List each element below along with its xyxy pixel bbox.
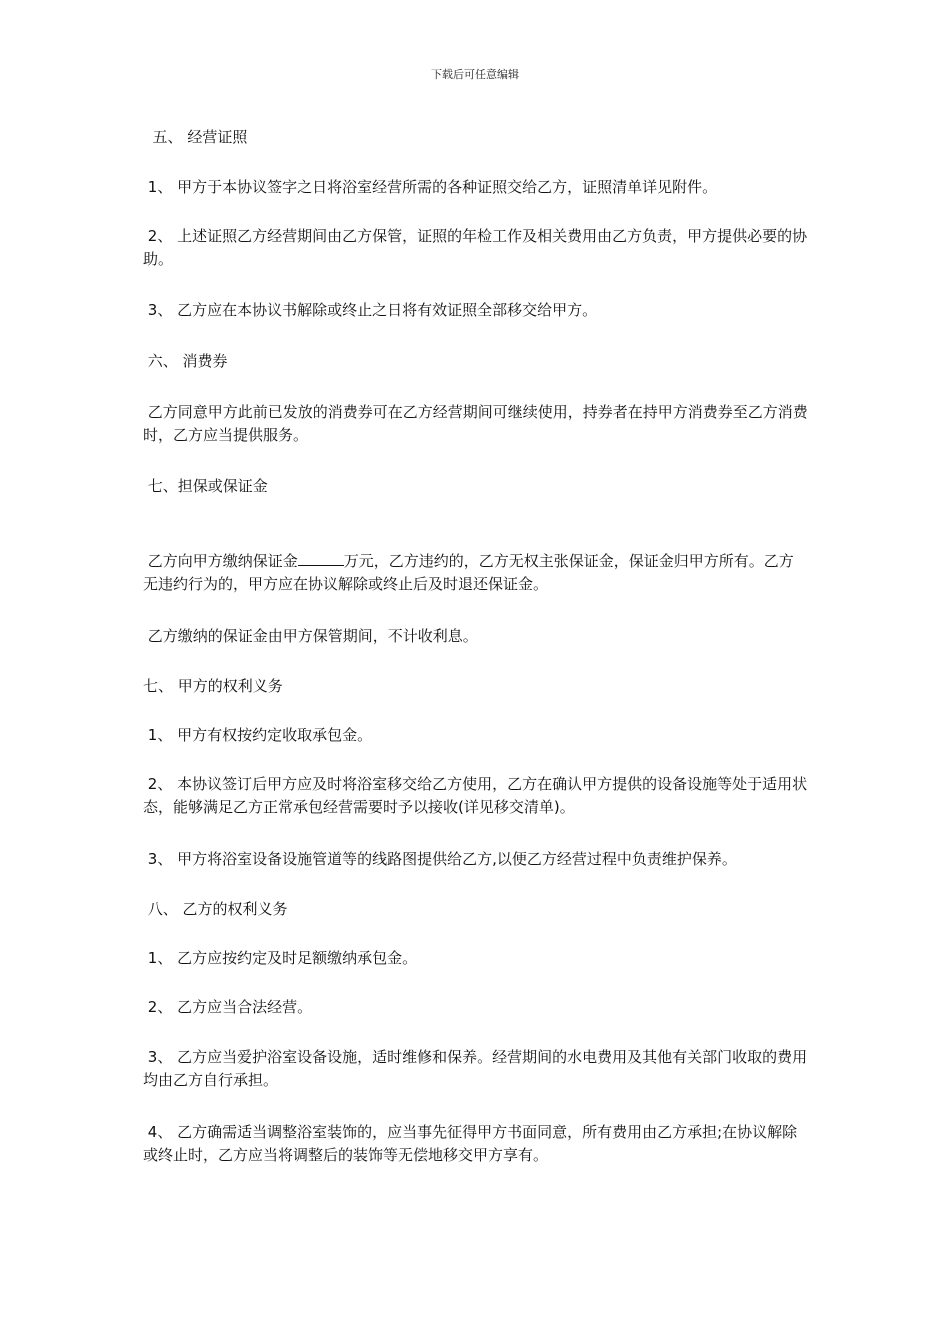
deposit-amount-blank xyxy=(298,551,344,566)
clause-6-text: 乙方同意甲方此前已发放的消费券可在乙方经营期间可继续使用，持券者在持甲方消费券至乙方消费时，乙方应当提供服务。 xyxy=(143,403,808,444)
section-heading-5: 五、 经营证照 xyxy=(143,128,248,146)
section-heading-7-deposit: 七、担保或保证金 xyxy=(143,477,268,495)
clause-a-1: 1、 甲方有权按约定收取承包金。 xyxy=(143,726,373,744)
section-heading-7-party-a: 七、 甲方的权利义务 xyxy=(143,677,283,695)
deposit-interest-clause: 乙方缴纳的保证金由甲方保管期间，不计收利息。 xyxy=(143,627,478,645)
section-heading-8: 八、 乙方的权利义务 xyxy=(143,900,288,918)
clause-a-3: 3、 甲方将浴室设备设施管道等的线路图提供给乙方,以便乙方经营过程中负责维护保养。 xyxy=(143,850,737,868)
clause-5-3: 3、 乙方应在本协议书解除或终止之日将有效证照全部移交给甲方。 xyxy=(143,301,598,319)
clause-b-3: 3、 乙方应当爱护浴室设备设施，适时维修和保养。经营期间的水电费用及其他有关部门收取的费用均由乙方自行承担。 xyxy=(143,1048,808,1089)
clause-5-2: 2、 上述证照乙方经营期间由乙方保管，证照的年检工作及相关费用由乙方负责，甲方提供必要的协助。 xyxy=(143,227,808,268)
clause-b-1: 1、 乙方应按约定及时足额缴纳承包金。 xyxy=(143,949,418,967)
clause-5-1: 1、 甲方于本协议签字之日将浴室经营所需的各种证照交给乙方，证照清单详见附件。 xyxy=(143,178,718,196)
section-heading-6: 六、 消费券 xyxy=(143,352,228,370)
clause-b-2: 2、 乙方应当合法经营。 xyxy=(143,998,313,1016)
clause-b-4: 4、 乙方确需适当调整浴室装饰的，应当事先征得甲方书面同意，所有费用由乙方承担;在协议解除或终止时，乙方应当将调整后的装饰等无偿地移交甲方享有。 xyxy=(143,1123,798,1164)
page-header-note: 下载后可任意编辑 xyxy=(431,68,519,81)
deposit-clause-end: 万元，乙方违约的，乙方无权主张保证金，保证金归甲方所有。乙方无违约行为的，甲方应在协议解除或终止后及时退还保证金。 xyxy=(143,552,794,593)
deposit-clause-start: 乙方向甲方缴纳保证金 xyxy=(143,552,298,570)
clause-a-2: 2、 本协议签订后甲方应及时将浴室移交给乙方使用，乙方在确认甲方提供的设备设施等处于适用状态，能够满足乙方正常承包经营需要时予以接收(详见移交清单)。 xyxy=(143,775,808,816)
deposit-clause xyxy=(143,550,808,596)
